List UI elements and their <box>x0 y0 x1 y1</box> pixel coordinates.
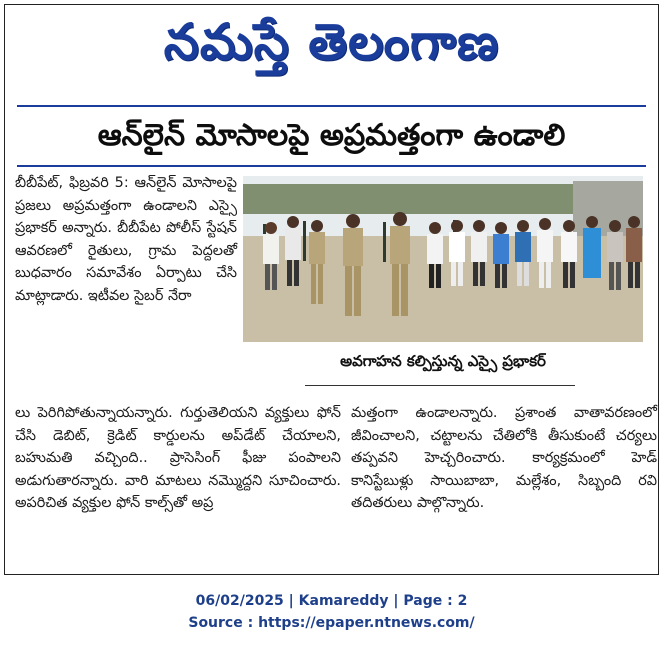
masthead-logo: నమస్తే తెలంగాణ <box>163 13 500 71</box>
source-url-line: Source : https://epaper.ntnews.com/ <box>188 615 475 631</box>
article-column-left-top <box>15 172 237 308</box>
divider <box>305 385 575 386</box>
divider <box>17 105 646 107</box>
article-headline: ఆన్‌లైన్ మోసాలపై అప్రమత్తంగా ఉండాలి <box>97 118 566 153</box>
article-paragraph: బీబీపేట్, ఫిబ్రవరి 5: ఆన్‌లైన్ మోసాలపై ప్రజలు అప్రమత్తంగా ఉండాలని ఎస్సై ప్రభాకర్ అన్నారు. బీబీపేట పోలీస్ స్టేషన్ ఆవరణలో రైతులు, గ్రామ పెద్దలతో బుధవారం సమావేశం ఏర్పాటు చేసి మాట్లాడారు. ఇటీవల సైబర్ నేరా <box>15 175 237 304</box>
article-photo <box>243 176 643 342</box>
photo-caption: అవగాహన కల్పిస్తున్న ఎస్సై ప్రభాకర్ <box>340 352 546 370</box>
article-column-right <box>351 402 657 515</box>
photo-illustration <box>243 176 643 342</box>
source-footer <box>0 590 663 634</box>
article-column-left-bottom <box>15 402 341 515</box>
article-paragraph: లు పెరిగిపోతున్నాయన్నారు. గుర్తుతెలియని వ్యక్తులు ఫోన్ చేసి డెబిట్, క్రెడిట్ కార్డులను అప్‌డేట్ చేయాలని, బహుమతి వచ్చింది.. ప్రాసెసింగ్ ఫీజు పంపాలని అడుగుతారన్నారు. వారి మాటలు నమ్మొద్దని సూచించారు. అపరిచిత వ్యక్తుల ఫోన్ కాల్స్‌తో అప్ర <box>15 405 341 512</box>
newspaper-clipping <box>4 4 659 575</box>
date-edition-line: 06/02/2025 | Kamareddy | Page : 2 <box>195 593 468 609</box>
article-paragraph: మత్తంగా ఉండాలన్నారు. ప్రశాంత వాతావరణంలో జీవించాలని, చట్టాలను చేతిలోకి తీసుకుంటే చర్యలు తప్పవని హెచ్చరించారు. కార్యక్రమంలో హెడ్ కానిస్టేబుళ్లు సాయిబాబా, మల్లేశం, సిబ్బంది రవి తదితరులు పాల్గొన్నారు. <box>351 405 657 512</box>
divider <box>17 165 646 167</box>
